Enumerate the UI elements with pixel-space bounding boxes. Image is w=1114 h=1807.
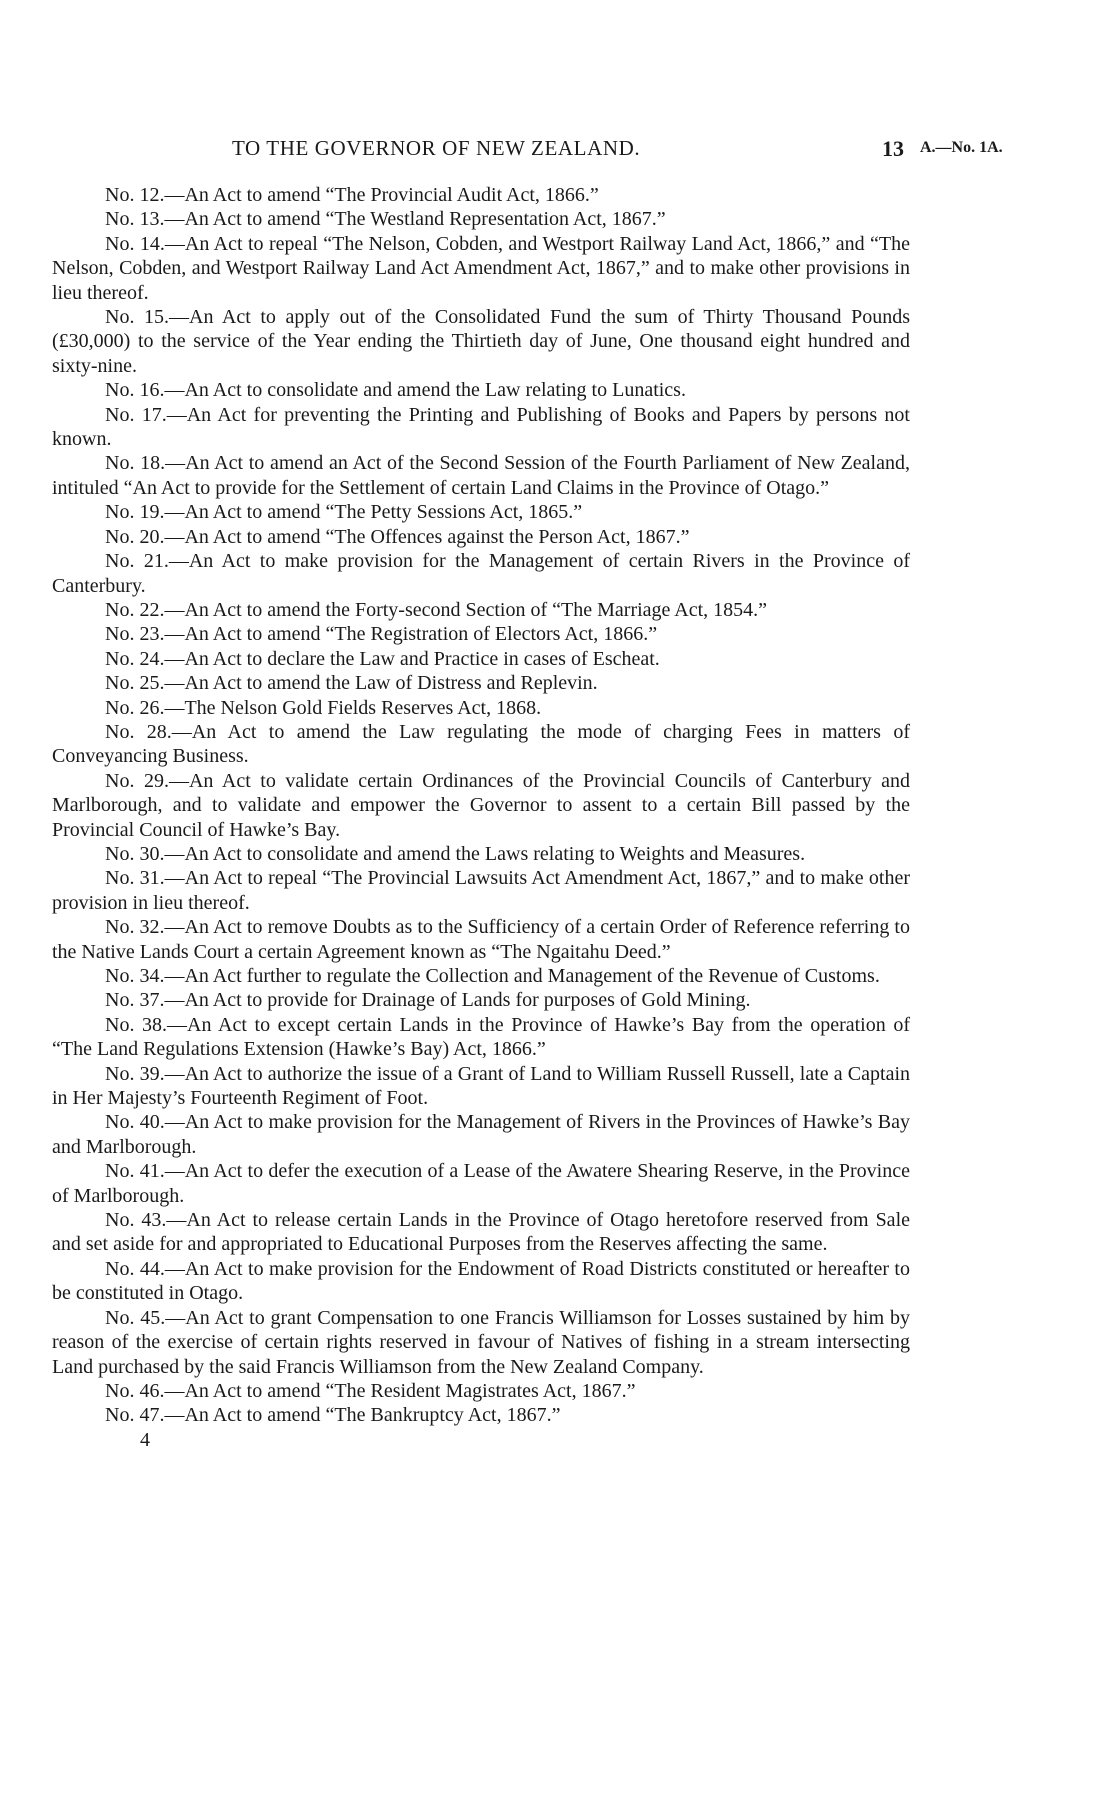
- act-entry: No. 32.—An Act to remove Doubts as to the Sufficiency of a certain Order of Reference referring to the Native Lands Court a certain Agreement known as “The Ngaitahu Deed.”: [52, 916, 910, 963]
- act-entry: No. 16.—An Act to consolidate and amend the Law relating to Lunatics.: [105, 379, 686, 402]
- acts-list: [52, 183, 910, 1452]
- act-entry: No. 29.—An Act to validate certain Ordinances of the Provincial Councils of Canterbury and Marlborough, and to validate and empower the Governor to assent to a certain Bill passed by the Provincial Council of Hawke’s Bay.: [52, 769, 910, 841]
- page-title: TO THE GOVERNOR OF NEW ZEALAND.: [232, 136, 641, 160]
- act-entry: No. 23.—An Act to amend “The Registration of Electors Act, 1866.”: [105, 623, 658, 646]
- act-entry: No. 26.—The Nelson Gold Fields Reserves Act, 1868.: [105, 696, 542, 719]
- act-entry: No. 38.—An Act to except certain Lands in the Province of Hawke’s Bay from the operation of “The Land Regulations Extension (Hawke’s Bay) Act, 1866.”: [52, 1013, 910, 1061]
- act-entry: No. 22.—An Act to amend the Forty-second Section of “The Marriage Act, 1854.”: [105, 598, 768, 621]
- act-entry: No. 19.—An Act to amend “The Petty Sessions Act, 1865.”: [105, 501, 583, 524]
- act-entry: No. 13.—An Act to amend “The Westland Representation Act, 1867.”: [105, 208, 666, 231]
- act-entry: No. 43.—An Act to release certain Lands in the Province of Otago heretofore reserved from Sale and set aside for and appropriated to Educational Purposes from the Reserves affecting the same.: [52, 1209, 910, 1256]
- act-entry: No. 37.—An Act to provide for Drainage of Lands for purposes of Gold Mining.: [105, 989, 751, 1012]
- act-entry: No. 21.—An Act to make provision for the Management of certain Rivers in the Province of Canterbury.: [52, 550, 910, 597]
- act-entry: No. 40.—An Act to make provision for the Management of Rivers in the Provinces of Hawke’s Bay and Marlborough.: [52, 1111, 910, 1158]
- act-entry: No. 12.—An Act to amend “The Provincial Audit Act, 1866.”: [105, 184, 599, 206]
- page-number: 13: [882, 136, 904, 161]
- act-entry: No. 31.—An Act to repeal “The Provincial Lawsuits Act Amendment Act, 1867,” and to make other provision in lieu thereof.: [52, 867, 910, 914]
- act-entry: No. 20.—An Act to amend “The Offences against the Person Act, 1867.”: [105, 525, 690, 548]
- act-entry: No. 24.—An Act to declare the Law and Practice in cases of Escheat.: [105, 647, 660, 670]
- act-entry: No. 17.—An Act for preventing the Printing and Publishing of Books and Papers by persons not known.: [52, 403, 910, 451]
- act-entry: No. 47.—An Act to amend “The Bankruptcy Act, 1867.”: [105, 1404, 561, 1427]
- act-entry: No. 44.—An Act to make provision for the Endowment of Road Districts constituted or hereafter to be constituted in Otago.: [52, 1257, 910, 1305]
- signature-mark: 4: [140, 1428, 150, 1451]
- act-entry: No. 30.—An Act to consolidate and amend the Laws relating to Weights and Measures.: [105, 842, 806, 865]
- act-entry: No. 34.—An Act further to regulate the Collection and Management of the Revenue of Customs.: [105, 965, 880, 987]
- document-reference: A.—No. 1A.: [920, 139, 1003, 156]
- page-header: [0, 136, 1114, 166]
- act-entry: No. 46.—An Act to amend “The Resident Magistrates Act, 1867.”: [105, 1379, 636, 1402]
- act-entry: No. 45.—An Act to grant Compensation to one Francis Williamson for Losses sustained by him by reason of the exercise of certain rights reserved in favour of Natives of fishing in a stream intersecting Land purchased by the said Francis Williamson from the New Zealand Company.: [52, 1306, 910, 1378]
- act-entry: No. 14.—An Act to repeal “The Nelson, Cobden, and Westport Railway Land Act, 1866,” and “The Nelson, Cobden, and Westport Railway Land Act Amendment Act, 1867,” and to make other provisions in lieu thereof.: [52, 232, 910, 304]
- act-entry: No. 28.—An Act to amend the Law regulating the mode of charging Fees in matters of Conveyancing Business.: [52, 720, 910, 768]
- act-entry: No. 15.—An Act to apply out of the Consolidated Fund the sum of Thirty Thousand Pounds (£30,000) to the service of the Year ending the Thirtieth day of June, One thousand eight hundred and sixty-nine.: [52, 306, 910, 377]
- act-entry: No. 25.—An Act to amend the Law of Distress and Replevin.: [105, 672, 598, 695]
- act-entry: No. 18.—An Act to amend an Act of the Second Session of the Fourth Parliament of New Zealand, intituled “An Act to provide for the Settlement of certain Land Claims in the Province of Otago.”: [52, 452, 910, 499]
- act-entry: No. 41.—An Act to defer the execution of a Lease of the Awatere Shearing Reserve, in the Province of Marlborough.: [52, 1160, 910, 1207]
- act-entry: No. 39.—An Act to authorize the issue of a Grant of Land to William Russell Russell, late a Captain in Her Majesty’s Fourteenth Regiment of Foot.: [52, 1062, 910, 1110]
